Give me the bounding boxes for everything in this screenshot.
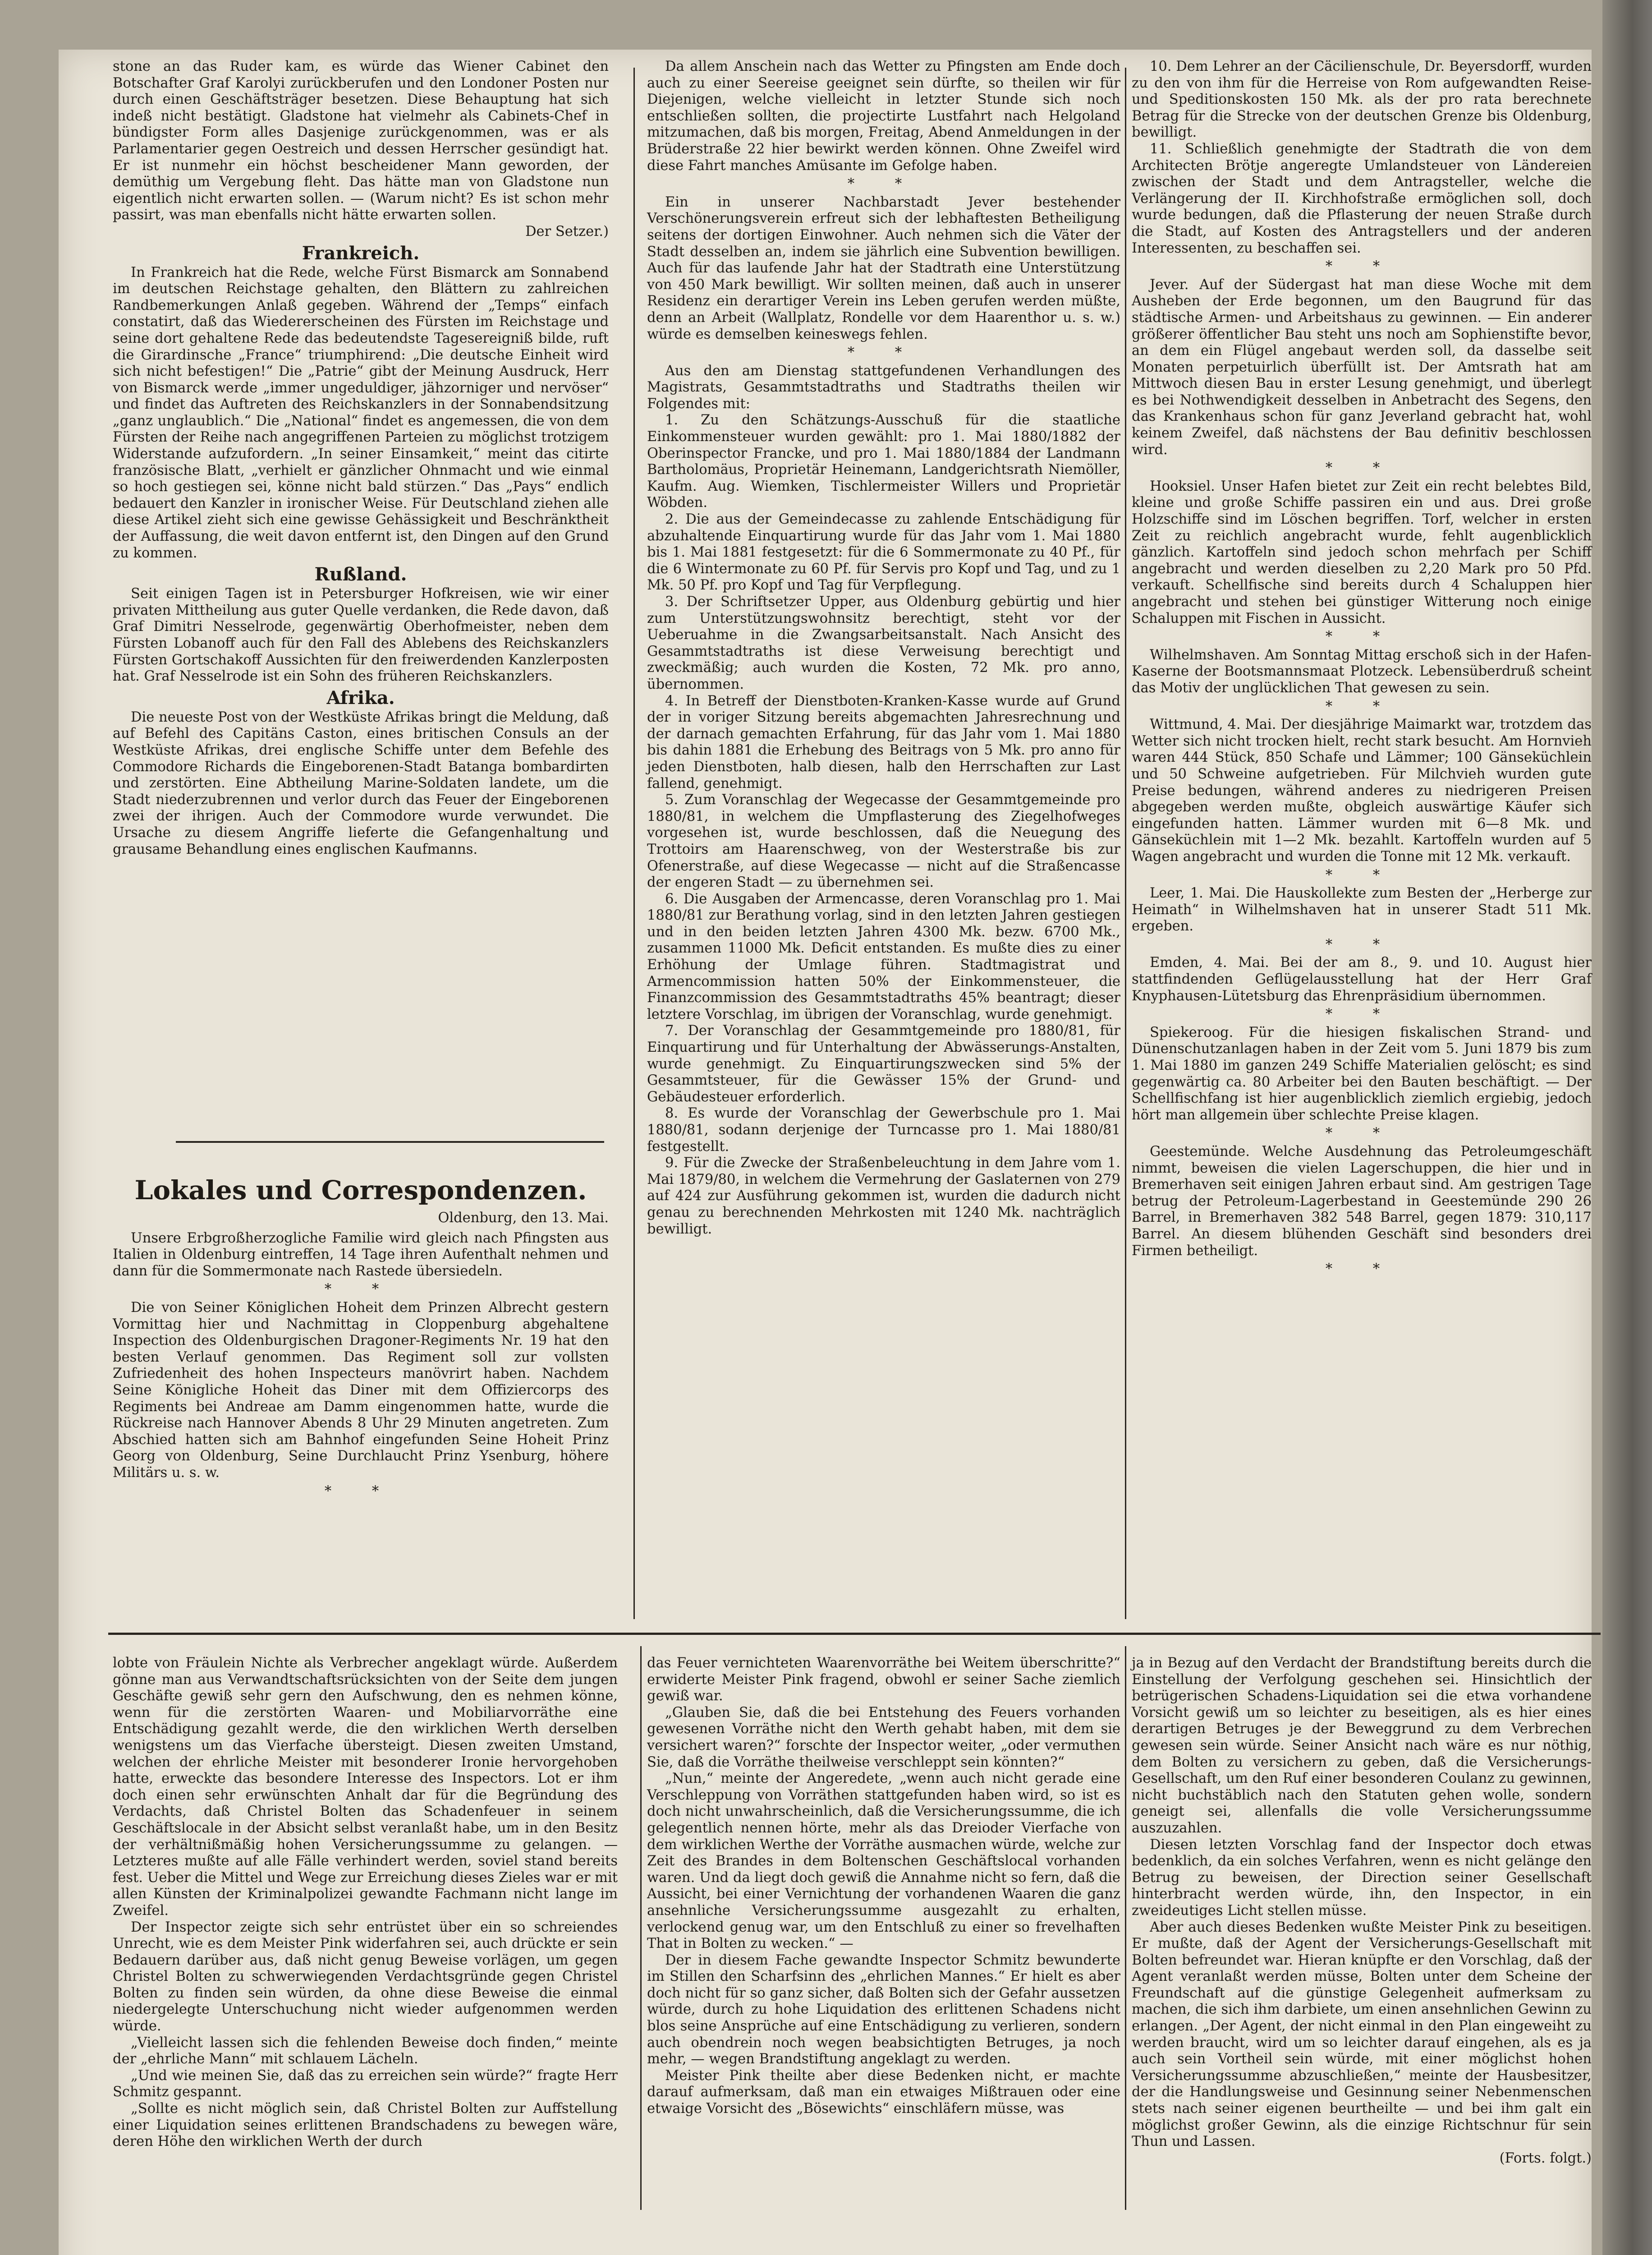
- list-item: 8. Es wurde der Voranschlag der Gewerbschule pro 1. Mai 1880/81, sodann derjenige der Turncasse pro 1. Mai 1880/81 festgestellt.: [647, 1105, 1120, 1155]
- list-item: 5. Zum Voranschlag der Wegecasse der Gesammtgemeinde pro 1880/81, in welchem die Umpflasterung des Ziegelhofweges vorgesehen ist, wurde beschlossen, daß die Neuegung des Trottoirs am Haarenschweg, von der Westerstraße bis zur Ofenerstraße, auf diese Wegecasse — nicht auf die Straßencasse der engeren Stadt — zu übernehmen sei.: [647, 792, 1120, 891]
- dateline: Oldenburg, den 13. Mai.: [438, 1210, 609, 1226]
- feuilleton-rule-1: [640, 1646, 642, 2210]
- separator-stars: * *: [1325, 1125, 1398, 1141]
- article-text: Seit einigen Tagen ist in Petersburger Hofkreisen, wie wir einer privaten Mittheilung aus guter Quelle verdanken, die Rede davon, daß Graf Dimitri Nesselrode, gegenwärtig Oberhofmeister, neben dem Fürsten Lobanoff auch für den Fall des Ablebens des Reichskanzlers Fürsten Gortschakoff Aussichten für den freiwerdenden Kanzlerposten hat. Graf Nesselrode ist ein Sohn des früheren Reichskanzlers.: [113, 586, 609, 685]
- separator-stars: * *: [847, 345, 920, 361]
- article-text: Ein in unserer Nachbarstadt Jever bestehender Verschönerungsverein erfreut sich der lebhaftesten Betheiligung seitens der dortigen Einwohner. Auch nehmen sich die Väter der Stadt desselben an, indem sie jährlich eine Subvention bewilligen. Auch für das laufende Jahr hat der Stadtrath eine Unterstützung von 450 Mark bewilligt. Wir sollten meinen, daß auch in unserer Residenz ein derartiger Verein ins Leben gerufen werden müßte, denn an Arbeit (Wallplatz, Rondelle vor dem Haarenthor u. s. w.) würde es demselben keineswegs fehlen.: [647, 194, 1120, 342]
- list-item: 7. Der Voranschlag der Gesammtgemeinde pro 1880/81, für Einquartirung und für Unterhaltung der Abwässerungs-Anstalten, wurde genehmigt. Zu Einquartirungszwecken sind 5% der Gesammtsteuer, für die Gewässer 15% der Grund- und Gebäudesteuer erforderlich.: [647, 1023, 1120, 1105]
- separator-stars: * *: [1325, 629, 1398, 645]
- separator-stars: * *: [1325, 460, 1398, 476]
- story-text: lobte von Fräulein Nichte als Verbrecher angeklagt würde. Außerdem gönne man aus Verwandtschaftsrücksichten von der Seite dem jungen Geschäfte gewiß sehr gern den Aufschwung, den es nehmen könne, wenn für die zerstörten Waaren- und Mobiliarvorräthe eine Entschädigung gezahlt werde, die den wirklichen Werth derselben wenigstens um das Vierfache übersteigt. Diesen zweiten Umstand, welchen der ehrliche Meister mit besonderer Ironie hervorgehoben hatte, erweckte das besondere Interesse des Inspectors. Lot er ihm doch einen sehr erwünschten Anhalt dar für die Begründung des Verdachts, daß Christel Bolten das Schadenfeuer in seinem Geschäftslocale in der Absicht selbst veranlaßt habe, um in den Besitz der verhältnißmäßig hohen Versicherungssumme zu gelangen. — Letzteres mußte auf alle Fälle verhindert werden, soviel stand bereits fest. Ueber die Mittel und Wege zur Erreichung dieses Zieles war er mit allen Künsten der Kriminalpolizei gewandte Fachmann nicht lange im Zweifel.: [113, 1655, 618, 1919]
- lokales-title: Lokales und Correspondenzen.: [134, 1175, 587, 1206]
- separator-stars: * *: [324, 1483, 397, 1499]
- section-rule-lokales: [176, 1141, 604, 1143]
- separator-stars: * *: [1325, 936, 1398, 953]
- book-binding-edge: [1602, 0, 1652, 2255]
- column-3: [1132, 59, 1592, 1277]
- article-text: Wilhelmshaven. Am Sonntag Mittag erschoß sich in der Hafen-Kaserne der Bootsmannsmaat Plotzeck. Lebensüberdruß scheint das Motiv der unglücklichen That gewesen zu sein.: [1132, 647, 1592, 696]
- article-text: Emden, 4. Mai. Bei der am 8., 9. und 10. August hier stattfindenden Geflügelausstellung hat der Herr Graf Knyphausen-Lütetsburg das Ehrenpräsidium übernommen.: [1132, 955, 1592, 1004]
- feuilleton-column-3: [1132, 1655, 1592, 2219]
- list-item: 2. Die aus der Gemeindecasse zu zahlende Entschädigung für abzuhaltende Einquartirung wurde für das Jahr vom 1. Mai 1880 bis 1. Mai 1881 festgesetzt: für die 6 Sommermonate zu 40 Pf., für die 6 Wintermonate zu 60 Pf. für Servis pro Kopf und Tag, und zu 1 Mk. 50 Pf. pro Kopf und Tag für Verpflegung.: [647, 511, 1120, 594]
- story-text: „Und wie meinen Sie, daß das zu erreichen sein würde?“ fragte Herr Schmitz gespannt.: [113, 2067, 618, 2100]
- story-text: „Nun,“ meinte der Angeredete, „wenn auch nicht gerade eine Verschleppung von Vorräthen stattgefunden haben wird, so ist es doch nicht unwahrscheinlich, daß die Versicherungssumme, die ich gelegentlich nennen hörte, mehr als das Dreioder Vierfache von dem wirklichen Werthe der Vorräthe ausmachen würde, welche zur Zeit des Brandes in dem Boltenschen Geschäftslocal vorhanden waren. Und da liegt doch gewiß die Annahme nicht so fern, daß die Aussicht, bei einer Vernichtung der vorhandenen Waaren die ganz ansehnliche Versicherungssumme ausgezahlt zu erhalten, verlockend genug war, um den Entschluß zu einer so frevelhaften That in Bolten zu wecken.“ —: [647, 1771, 1120, 1952]
- story-text: Meister Pink theilte aber diese Bedenken nicht, er machte darauf aufmerksam, daß man ein etwaiges Mißtrauen oder eine etwaige Vorsicht des „Bösewichts“ einschläfern müsse, was: [647, 2067, 1120, 2117]
- signature: Der Setzer.): [525, 223, 609, 239]
- separator-stars: * *: [1325, 258, 1398, 275]
- article-text: Leer, 1. Mai. Die Hauskollekte zum Besten der „Herberge zur Heimath“ in Wilhelmshaven hat in unserer Stadt 511 Mk. ergeben.: [1132, 885, 1592, 934]
- feuilleton-column-2: [647, 1655, 1120, 2219]
- feuilleton-column-1: [113, 1655, 618, 2214]
- story-text: Aber auch dieses Bedenken wußte Meister Pink zu beseitigen. Er mußte, daß der Agent der Versicherungs-Gesellschaft mit Bolten befreundet war. Hieran knüpfte er den Vorschlag, daß der Agent veranlaßt werden müsse, Bolten unter dem Scheine der Freundschaft auf die günstige Gelegenheit aufmerksam zu machen, die sich ihm darbiete, um einen ansehnlichen Gewinn zu erlangen. „Der Agent, der nicht einmal in den Plan eingeweiht zu werden braucht, wird um so leichter darauf eingehen, als es ja auch sein Vortheil sein würde, mit einer möglichst hohen Versicherungssumme abzuschließen,“ meinte der Hausbesitzer, der die Handlungsweise und Gesinnung seiner Nebenmenschen stets nach seiner eigenen beurtheilte — und bei ihm galt ein möglichst großer Gewinn, als die einzige Richtschnur für sein Thun und Lassen.: [1132, 1919, 1592, 2150]
- article-text: Da allem Anschein nach das Wetter zu Pfingsten am Ende doch auch zu einer Seereise geeignet sein dürfte, so theilen wir für Diejenigen, welche vielleicht in letzter Stunde sich noch entschließen sollten, die projectirte Lustfahrt nach Helgoland mitzumachen, daß bis morgen, Freitag, Abend Anmeldungen in der Brüderstraße 22 hier bewirkt werden können. Ohne Zweifel wird diese Fahrt manches Amüsante im Gefolge haben.: [647, 59, 1120, 174]
- separator-stars: * *: [1325, 1006, 1398, 1022]
- article-text: In Frankreich hat die Rede, welche Fürst Bismarck am Sonnabend im deutschen Reichstage gehalten, den Blättern zu zahlreichen Randbemerkungen Anlaß gegeben. Während der „Temps“ einfach constatirt, daß das Wiedererscheinen des Fürsten im Reichstage und seine dort gehaltene Rede das bedeutendste Tagesereigniß bilde, ruft die Girardinsche „France“ triumphirend: „Die deutsche Einheit wird sich nicht befestigen!“ Die „Patrie“ gibt der Meinung Ausdruck, Herr von Bismarck werde „immer ungeduldiger, jähzorniger und nervöser“ und findet das Auftreten des Reichskanzlers in der Sonnabendsitzung „ganz unglaublich.“ Die „National“ findet es angemessen, die von dem Fürsten der Reihe nach angegriffenen Parteien zu möglichst trotzigem Widerstande aufzufordern. „In seiner Einsamkeit,“ meint das citirte französische Blatt, „verhielt er gänzlicher Ohnmacht und wie einmal so hoch gestiegen sei, könne nicht bald stürzen.“ Das „Pays“ endlich bedauert den Kanzler in ironischer Weise. Für Deutschland ziehen alle diese Artikel zieht sich eine gewisse Gehässigkeit und Beschränktheit der Auffassung, die weit davon entfernt ist, den Dingen auf den Grund zu kommen.: [113, 264, 609, 561]
- story-text: „Vielleicht lassen sich die fehlenden Beweise doch finden,“ meinte der „ehrliche Mann“ mit schlauem Lächeln.: [113, 2034, 618, 2067]
- story-text: Diesen letzten Vorschlag fand der Inspector doch etwas bedenklich, da ein solches Verfahren, wenn es nicht gelänge den Betrug zu beweisen, der Direction seiner Gesellschaft hinterbracht werden würde, ihn, den Inspector, in ein zweideutiges Licht stellen müsse.: [1132, 1836, 1592, 1919]
- column-rule-2: [1125, 68, 1126, 1619]
- list-item: 6. Die Ausgaben der Armencasse, deren Voranschlag pro 1. Mai 1880/81 zur Berathung vorlag, sind in den letzten Jahren gestiegen und in den beiden letzten Jahren 4300 Mk. bezw. 6700 Mk., zusammen 11000 Mk. Deficit entstanden. Es mußte dies zu einer Erhöhung der Umlage führen. Stadtmagistrat und Armencommission hatten 50% der Einkommensteuer, die Finanzcommission des Gesammtstadtraths 45% beantragt; dieser letztere Vorschlag, im übrigen der Voranschlag, wurde genehmigt.: [647, 891, 1120, 1022]
- section-heading-afrika: Afrika.: [326, 687, 395, 709]
- story-text: Der in diesem Fache gewandte Inspector Schmitz bewunderte im Stillen den Scharfsinn des „ehrlichen Mannes.“ Er hielt es aber doch nicht für so ganz sicher, daß Bolten sich der Gefahr aussetzen würde, durch zu hohe Liquidation des erlittenen Schadens nicht blos seine Ansprüche auf eine Entschädigung zu verlieren, sondern auch obendrein noch wegen beabsichtigten Betruges, ja noch mehr, — wegen Brandstiftung angeklagt zu werden.: [647, 1952, 1120, 2067]
- list-item: 11. Schließlich genehmigte der Stadtrath die von dem Architecten Brötje angeregte Umlandsteuer von Ländereien zwischen der Stadt und dem Antragsteller, welche die Verlängerung der II. Kirchhofstraße ermöglichen soll, doch wurde bedungen, daß die Pflasterung der neuen Straße durch die Stadt, auf Kosten des Antragstellers und der anderen Interessenten, zu beschaffen sei.: [1132, 141, 1592, 256]
- column-1: [113, 59, 609, 1118]
- list-item: 9. Für die Zwecke der Straßenbeleuchtung in dem Jahre vom 1. Mai 1879/80, in welchem die Vermehrung der Gaslaternen von 279 auf 424 zur Ausführung gekommen ist, wurden die dadurch nicht genau zu berechnenden Mehrkosten mit 1240 Mk. nachträglich bewilligt.: [647, 1155, 1120, 1237]
- section-heading-russland: Rußland.: [314, 564, 407, 585]
- article-text: Spiekeroog. Für die hiesigen fiskalischen Strand- und Dünenschutzanlagen haben in der Zeit vom 5. Juni 1879 bis zum 1. Mai 1880 im ganzen 249 Schiffe Materialien gelöscht; es sind gegenwärtig ca. 80 Arbeiter bei den Bauten beschäftigt. — Der Schellfischfang ist hier augenblicklich ziemlich ergiebig, jedoch hört man allgemein über schlechte Preise klagen.: [1132, 1024, 1592, 1123]
- article-text: Geestemünde. Welche Ausdehnung das Petroleumgeschäft nimmt, beweisen die vielen Lagerschuppen, die hier und in Bremerhaven seit einigen Jahren erbaut sind. Am gestrigen Tage betrug der Petroleum-Lagerbestand in Geestemünde 290 26 Barrel, in Bremerhaven 382 548 Barrel, gegen 1879: 310,117 Barrel. An diesem blühenden Geschäft sind besonders drei Firmen betheiligt.: [1132, 1144, 1592, 1259]
- list-item: 4. In Betreff der Dienstboten-Kranken-Kasse wurde auf Grund der in voriger Sitzung bereits abgemachten Jahresrechnung und der darnach gemachten Erfahrung, für das Jahr vom 1. Mai 1880 bis dahin 1881 die Erhebung des Beitrags von 5 Mk. pro anno für jeden Dienstboten, halb diesen, halb den Herrschaften zur Last fallend, genehmigt.: [647, 693, 1120, 792]
- article-text: Die neueste Post von der Westküste Afrikas bringt die Meldung, daß auf Befehl des Capitäns Caston, eines britischen Consuls an der Westküste Afrikas, drei englische Schiffe unter dem Befehle des Commodore Richards die Eingeborenen-Stadt Batanga bombardirten und zerstörten. Eine Abtheilung Marine-Soldaten landete, um die Stadt niederzubrennen und verlor durch das Feuer der Eingeborenen zwei der ihrigen. Auch der Commodore wurde verwundet. Die Ursache zu diesem Angriffe lieferte die Gefangenhaltung und grausame Behandlung eines englischen Kaufmanns.: [113, 709, 609, 857]
- article-text: Aus den am Dienstag stattgefundenen Verhandlungen des Magistrats, Gesammtstadtraths und Stadtraths theilen wir Folgendes mit:: [647, 363, 1120, 412]
- column-rule-1: [633, 68, 635, 1619]
- column-2: [647, 59, 1120, 1237]
- story-text: „Glauben Sie, daß die bei Entstehung des Feuers vorhanden gewesenen Vorräthe nicht den Werth gehabt haben, mit dem sie versichert waren?“ forschte der Inspector weiter, „oder vermuthen Sie, daß die Vorräthe theilweise verschleppt sein könnten?“: [647, 1704, 1120, 1770]
- separator-stars: * *: [1325, 1261, 1398, 1277]
- list-item: 3. Der Schriftsetzer Upper, aus Oldenburg gebürtig und hier zum Unterstützungswohnsitz berechtigt, steht vor der Ueberuahme in die Zwangsarbeitsanstalt. Nach Ansicht des Gesammtstadtraths ist diese Verweisung berechtigt und zweckmäßig; auch wurden die Kosten, 72 Mk. pro anno, übernommen.: [647, 594, 1120, 692]
- article-text: Hooksiel. Unser Hafen bietet zur Zeit ein recht belebtes Bild, kleine und große Schiffe passiren ein und aus. Drei große Holzschiffe sind im Löschen begriffen. Torf, welcher in ersten Zeit zu reichlich angebracht wurde, fehlt augenblicklich gänzlich. Kartoffeln sind jedoch schon mehrfach per Schiff angebracht und werden dieselben zu 2,20 Mark pro 50 Pfd. verkauft. Schellfische sind bereits durch 4 Schaluppen hier angebracht und stehen bei günstiger Witterung noch einige Schaluppen mit Fischen in Aussicht.: [1132, 478, 1592, 626]
- list-item: 10. Dem Lehrer an der Cäcilienschule, Dr. Beyersdorff, wurden zu den von ihm für die Herreise von Rom aufgewandten Reise- und Speditionskosten 150 Mk. als der pro rata berechnete Betrag für die Strecke von der deutschen Grenze bis Oldenburg, bewilligt.: [1132, 59, 1592, 141]
- story-text: das Feuer vernichteten Waarenvorräthe bei Weitem überschritte?“ erwiderte Meister Pink fragend, obwohl er seiner Sache ziemlich gewiß war.: [647, 1655, 1120, 1704]
- separator-stars: * *: [847, 176, 920, 192]
- separator-stars: * *: [1325, 867, 1398, 883]
- separator-stars: * *: [1325, 698, 1398, 714]
- list-item: 1. Zu den Schätzungs-Ausschuß für die staatliche Einkommensteuer wurden gewählt: pro 1. Mai 1880/1882 der Oberinspector Francke, und pro 1. Mai 1880/1884 der Landmann Bartholomäus, Proprietär Heinemann, Landgerichtsrath Niemöller, Kaufm. Aug. Wiemken, Tischlermeister Willers und Proprietär Wöbden.: [647, 412, 1120, 511]
- article-text: Die von Seiner Königlichen Hoheit dem Prinzen Albrecht gestern Vormittag hier und Nachmittag in Cloppenburg abgehaltene Inspection des Oldenburgischen Dragoner-Regiments Nr. 19 hat den besten Verlauf genommen. Das Regiment soll zur vollsten Zufriedenheit des hohen Inspecteurs manövrirt haben. Nachdem Seine Königliche Hoheit das Diner mit dem Offiziercorps des Regiments bei Andreae am Damm eingenommen hatte, wurde die Rückreise nach Hannover Abends 8 Uhr 29 Minuten angetreten. Zum Abschied hatten sich am Bahnhof eingefunden Seine Hoheit Prinz Georg von Oldenburg, Seine Durchlaucht Prinz Ysenburg, höhere Militärs u. s. w.: [113, 1299, 609, 1481]
- story-text: „Sollte es nicht möglich sein, daß Christel Bolten zur Auffstellung einer Liquidation seines erlittenen Brandschadens zu bewegen wäre, deren Höhe den wirklichen Werth der durch: [113, 2101, 618, 2150]
- section-heading-frankreich: Frankreich.: [302, 242, 420, 264]
- separator-stars: * *: [324, 1281, 397, 1298]
- article-text: stone an das Ruder kam, es würde das Wiener Cabinet den Botschafter Graf Karolyi zurückberufen und den Londoner Posten nur durch einen Geschäftsträger besetzen. Diese Behauptung hat sich indeß nicht bestätigt. Gladstone hat vielmehr als Cabinets-Chef in bündigster Form alles Dasjenige zurückgenommen, was er als Parlamentarier gegen Oestreich und dessen Herrscher gesündigt hat. Er ist nunmehr ein höchst bescheidener Mann geworden, der demüthig um Vergebung fleht. Das hätte man von Gladstone nun eigentlich nicht erwarten sollen. — (Warum nicht? Es ist schon mehr passirt, was man ebenfalls nicht hätte erwarten sollen.: [113, 59, 609, 223]
- continued-note: (Forts. folgt.): [1499, 2150, 1592, 2166]
- story-text: ja in Bezug auf den Verdacht der Brandstiftung bereits durch die Einstellung der Verfolgung geschehen sei. Hinsichtlich der betrügerischen Schadens-Liquidation sei die etwa vorhandene Vorsicht gewiß um so leichter zu beseitigen, als es hier eines derartigen Betruges je der Beweggrund zu dem Verbrechen gewesen sein würde. Seiner Ansicht nach wäre es nur nöthig, dem Bolten zu versichern zu geben, daß die Versicherungs-Gesellschaft, um den Ruf einer besonderen Coulanz zu gewinnen, nicht buchstäblich nach den Statuten gehen wolle, sondern geneigt sei, allenfalls die volle Versicherungssumme auszuzahlen.: [1132, 1655, 1592, 1836]
- article-text: Unsere Erbgroßherzogliche Familie wird gleich nach Pfingsten aus Italien in Oldenburg eintreffen, 14 Tage ihren Aufenthalt nehmen und dann für die Sommermonate nach Rastede übersiedeln.: [113, 1230, 609, 1279]
- article-text: Jever. Auf der Südergast hat man diese Woche mit dem Ausheben der Erde begonnen, um den Baugrund für das städtische Armen- und Arbeitshaus zu gewinnen. — Ein anderer größerer öffentlicher Bau steht uns noch am Sophienstifte bevor, an dem ein Flügel angebaut werden soll, da dasselbe seit Monaten perpetuirlich überfüllt ist. Der Amtsrath hat am Mittwoch diesen Bau in erster Lesung genehmigt, und überlegt es bei Nothwendigkeit desselben in Anbetracht des Segens, den das Krankenhaus schon für ganz Jeverland gebracht hat, wohl keinem Zweifel, daß nächstens der Bau definitiv beschlossen wird.: [1132, 276, 1592, 458]
- article-text: Wittmund, 4. Mai. Der diesjährige Maimarkt war, trotzdem das Wetter sich nicht trocken hielt, recht stark besucht. Am Hornvieh waren 444 Stück, 850 Schafe und Lämmer; 100 Gänseküchlein und 50 Schweine aufgetrieben. Für Milchvieh wurden gute Preise bedungen, während anderes zu niedrigeren Preisen abgegeben werden mußte, obgleich auswärtige Käufer sich eingefunden hatten. Lämmer wurden mit 6—8 Mk. und Gänseküchlein mit 1—2 Mk. bezahlt. Kartoffeln wurden auf 5 Wagen angebracht und wurden die Tonne mit 12 Mk. verkauft.: [1132, 717, 1592, 865]
- story-text: Der Inspector zeigte sich sehr entrüstet über ein so schreiendes Unrecht, wie es dem Meister Pink widerfahren sei, auch drückte er sein Bedauern darüber aus, daß nicht genug Beweise vorlägen, um gegen Christel Bolten zu schwerwiegenden Verdachtsgründe gegen Christel Bolten zu finden sein würden, da ohne diese Beweise die einmal niedergelegte Unterschuchung nicht wieder aufgenommen werden würde.: [113, 1919, 618, 2034]
- feuilleton-rule-2: [1125, 1646, 1126, 2210]
